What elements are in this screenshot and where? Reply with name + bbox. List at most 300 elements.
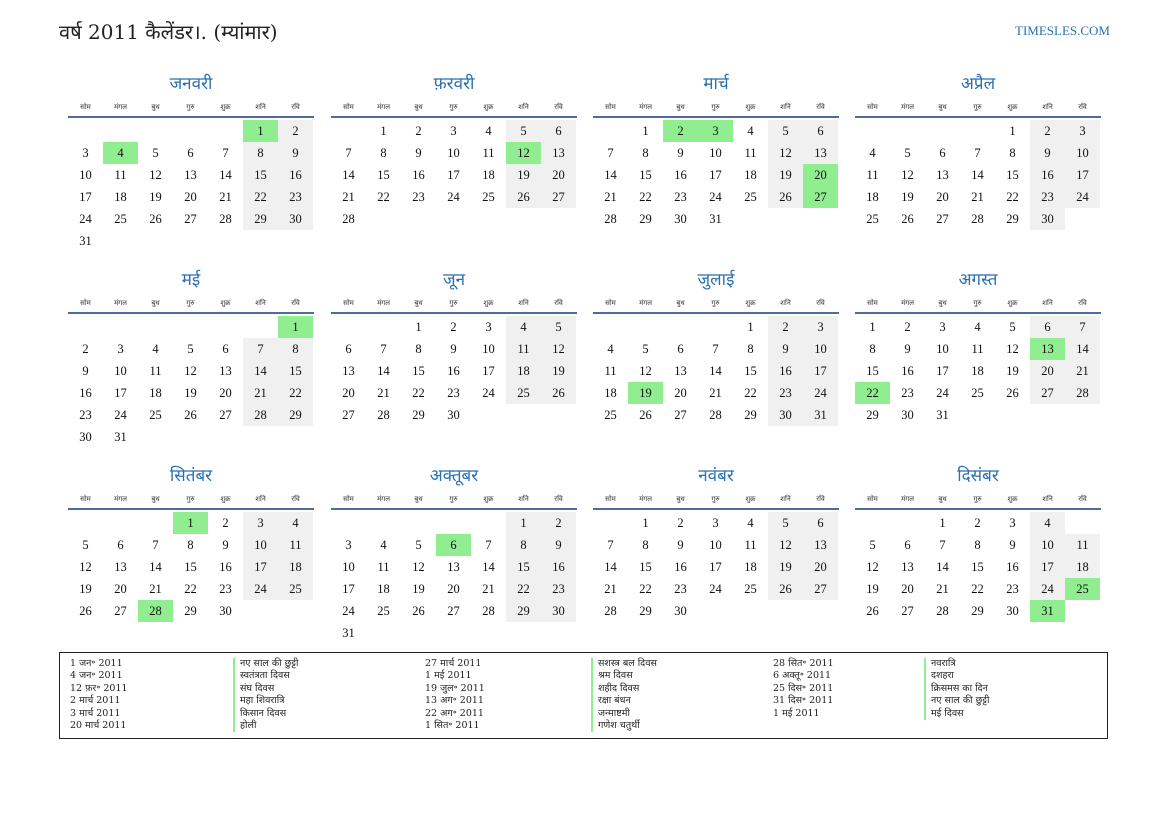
holiday-day[interactable]: 19 xyxy=(628,382,663,404)
day-cell[interactable]: 31 xyxy=(342,626,355,640)
day-cell[interactable]: 17 xyxy=(482,364,495,378)
day-cell[interactable]: 9 xyxy=(82,364,89,378)
day-cell[interactable]: 1 xyxy=(747,320,754,334)
day-cell[interactable]: 26 xyxy=(149,212,162,226)
day-cell[interactable]: 10 xyxy=(803,338,838,360)
day-cell[interactable]: 11 xyxy=(377,560,390,574)
day-cell[interactable]: 8 xyxy=(506,534,541,556)
day-cell[interactable]: 18 xyxy=(377,582,390,596)
day-cell[interactable]: 22 xyxy=(184,582,197,596)
day-cell[interactable]: 10 xyxy=(243,534,278,556)
day-cell[interactable]: 23 xyxy=(447,386,460,400)
day-cell[interactable]: 20 xyxy=(541,164,576,186)
day-cell[interactable]: 12 xyxy=(768,534,803,556)
day-cell[interactable]: 23 xyxy=(1030,186,1065,208)
day-cell[interactable]: 7 xyxy=(1065,316,1100,338)
day-cell[interactable]: 21 xyxy=(936,582,949,596)
holiday-day[interactable]: 3 xyxy=(698,120,733,142)
day-cell[interactable]: 21 xyxy=(377,386,390,400)
day-cell[interactable]: 6 xyxy=(677,342,684,356)
day-cell[interactable]: 8 xyxy=(415,342,422,356)
day-cell[interactable]: 5 xyxy=(768,512,803,534)
day-cell[interactable]: 7 xyxy=(485,538,492,552)
day-cell[interactable]: 20 xyxy=(219,386,232,400)
day-cell[interactable]: 2 xyxy=(677,516,684,530)
day-cell[interactable]: 8 xyxy=(642,538,649,552)
day-cell[interactable]: 17 xyxy=(803,360,838,382)
day-cell[interactable]: 28 xyxy=(1065,382,1100,404)
day-cell[interactable]: 7 xyxy=(243,338,278,360)
day-cell[interactable]: 3 xyxy=(485,320,492,334)
day-cell[interactable]: 21 xyxy=(971,190,984,204)
day-cell[interactable]: 24 xyxy=(482,386,495,400)
day-cell[interactable]: 26 xyxy=(1006,386,1019,400)
day-cell[interactable]: 24 xyxy=(936,386,949,400)
day-cell[interactable]: 11 xyxy=(506,338,541,360)
day-cell[interactable]: 29 xyxy=(639,212,652,226)
day-cell[interactable]: 8 xyxy=(278,338,313,360)
day-cell[interactable]: 28 xyxy=(243,404,278,426)
day-cell[interactable]: 12 xyxy=(79,560,92,574)
holiday-day[interactable]: 1 xyxy=(173,512,208,534)
day-cell[interactable]: 15 xyxy=(278,360,313,382)
day-cell[interactable]: 24 xyxy=(243,578,278,600)
day-cell[interactable]: 20 xyxy=(342,386,355,400)
day-cell[interactable]: 4 xyxy=(278,512,313,534)
day-cell[interactable]: 21 xyxy=(342,190,355,204)
day-cell[interactable]: 22 xyxy=(971,582,984,596)
day-cell[interactable]: 29 xyxy=(744,408,757,422)
day-cell[interactable]: 25 xyxy=(482,190,495,204)
day-cell[interactable]: 27 xyxy=(541,186,576,208)
day-cell[interactable]: 7 xyxy=(222,146,229,160)
day-cell[interactable]: 25 xyxy=(604,408,617,422)
day-cell[interactable]: 23 xyxy=(412,190,425,204)
day-cell[interactable]: 17 xyxy=(1065,164,1100,186)
day-cell[interactable]: 8 xyxy=(243,142,278,164)
day-cell[interactable]: 9 xyxy=(768,338,803,360)
day-cell[interactable]: 18 xyxy=(866,190,879,204)
day-cell[interactable]: 25 xyxy=(971,386,984,400)
day-cell[interactable]: 18 xyxy=(114,190,127,204)
day-cell[interactable]: 11 xyxy=(744,146,757,160)
day-cell[interactable]: 13 xyxy=(114,560,127,574)
day-cell[interactable]: 1 xyxy=(642,516,649,530)
day-cell[interactable]: 10 xyxy=(709,538,722,552)
day-cell[interactable]: 8 xyxy=(380,146,387,160)
day-cell[interactable]: 11 xyxy=(604,364,617,378)
day-cell[interactable]: 29 xyxy=(971,604,984,618)
day-cell[interactable]: 12 xyxy=(1006,342,1019,356)
day-cell[interactable]: 24 xyxy=(1065,186,1100,208)
day-cell[interactable]: 10 xyxy=(709,146,722,160)
day-cell[interactable]: 10 xyxy=(79,168,92,182)
day-cell[interactable]: 5 xyxy=(415,538,422,552)
day-cell[interactable]: 30 xyxy=(901,408,914,422)
day-cell[interactable]: 14 xyxy=(1065,338,1100,360)
day-cell[interactable]: 4 xyxy=(506,316,541,338)
day-cell[interactable]: 22 xyxy=(278,382,313,404)
day-cell[interactable]: 5 xyxy=(904,146,911,160)
day-cell[interactable]: 3 xyxy=(450,124,457,138)
day-cell[interactable]: 27 xyxy=(901,604,914,618)
day-cell[interactable]: 16 xyxy=(674,168,687,182)
day-cell[interactable]: 5 xyxy=(82,538,89,552)
day-cell[interactable]: 31 xyxy=(114,430,127,444)
day-cell[interactable]: 19 xyxy=(866,582,879,596)
day-cell[interactable]: 16 xyxy=(447,364,460,378)
day-cell[interactable]: 20 xyxy=(184,190,197,204)
day-cell[interactable]: 22 xyxy=(243,186,278,208)
day-cell[interactable]: 6 xyxy=(803,120,838,142)
day-cell[interactable]: 15 xyxy=(639,560,652,574)
day-cell[interactable]: 14 xyxy=(243,360,278,382)
day-cell[interactable]: 5 xyxy=(1009,320,1016,334)
day-cell[interactable]: 29 xyxy=(506,600,541,622)
day-cell[interactable]: 19 xyxy=(901,190,914,204)
site-link[interactable]: TIMESLES.COM xyxy=(1015,23,1110,38)
day-cell[interactable]: 20 xyxy=(674,386,687,400)
day-cell[interactable]: 2 xyxy=(768,316,803,338)
day-cell[interactable]: 17 xyxy=(709,168,722,182)
day-cell[interactable]: 5 xyxy=(506,120,541,142)
day-cell[interactable]: 28 xyxy=(709,408,722,422)
day-cell[interactable]: 15 xyxy=(1006,168,1019,182)
day-cell[interactable]: 11 xyxy=(149,364,162,378)
holiday-day[interactable]: 2 xyxy=(663,120,698,142)
day-cell[interactable]: 31 xyxy=(936,408,949,422)
day-cell[interactable]: 13 xyxy=(901,560,914,574)
day-cell[interactable]: 19 xyxy=(1006,364,1019,378)
day-cell[interactable]: 1 xyxy=(506,512,541,534)
day-cell[interactable]: 22 xyxy=(639,582,652,596)
day-cell[interactable]: 24 xyxy=(447,190,460,204)
day-cell[interactable]: 14 xyxy=(342,168,355,182)
day-cell[interactable]: 24 xyxy=(342,604,355,618)
day-cell[interactable]: 4 xyxy=(485,124,492,138)
day-cell[interactable]: 23 xyxy=(79,408,92,422)
day-cell[interactable]: 30 xyxy=(278,208,313,230)
day-cell[interactable]: 3 xyxy=(1065,120,1100,142)
day-cell[interactable]: 17 xyxy=(243,556,278,578)
day-cell[interactable]: 9 xyxy=(1030,142,1065,164)
day-cell[interactable]: 16 xyxy=(79,386,92,400)
day-cell[interactable]: 15 xyxy=(639,168,652,182)
day-cell[interactable]: 7 xyxy=(712,342,719,356)
day-cell[interactable]: 25 xyxy=(114,212,127,226)
day-cell[interactable]: 4 xyxy=(747,124,754,138)
holiday-day[interactable]: 4 xyxy=(103,142,138,164)
day-cell[interactable]: 14 xyxy=(936,560,949,574)
day-cell[interactable]: 14 xyxy=(971,168,984,182)
day-cell[interactable]: 19 xyxy=(184,386,197,400)
day-cell[interactable]: 1 xyxy=(380,124,387,138)
day-cell[interactable]: 29 xyxy=(243,208,278,230)
day-cell[interactable]: 13 xyxy=(936,168,949,182)
day-cell[interactable]: 1 xyxy=(1009,124,1016,138)
day-cell[interactable]: 15 xyxy=(243,164,278,186)
day-cell[interactable]: 4 xyxy=(747,516,754,530)
day-cell[interactable]: 20 xyxy=(447,582,460,596)
day-cell[interactable]: 26 xyxy=(901,212,914,226)
holiday-day[interactable]: 22 xyxy=(855,382,890,404)
day-cell[interactable]: 26 xyxy=(506,186,541,208)
day-cell[interactable]: 26 xyxy=(768,578,803,600)
day-cell[interactable]: 16 xyxy=(219,560,232,574)
day-cell[interactable]: 21 xyxy=(604,190,617,204)
day-cell[interactable]: 19 xyxy=(768,164,803,186)
day-cell[interactable]: 29 xyxy=(184,604,197,618)
day-cell[interactable]: 23 xyxy=(541,578,576,600)
day-cell[interactable]: 30 xyxy=(79,430,92,444)
day-cell[interactable]: 3 xyxy=(803,316,838,338)
day-cell[interactable]: 29 xyxy=(639,604,652,618)
day-cell[interactable]: 1 xyxy=(415,320,422,334)
holiday-day[interactable]: 13 xyxy=(1030,338,1065,360)
day-cell[interactable]: 9 xyxy=(1009,538,1016,552)
day-cell[interactable]: 9 xyxy=(278,142,313,164)
day-cell[interactable]: 30 xyxy=(1006,604,1019,618)
day-cell[interactable]: 27 xyxy=(674,408,687,422)
day-cell[interactable]: 25 xyxy=(506,382,541,404)
day-cell[interactable]: 18 xyxy=(149,386,162,400)
day-cell[interactable]: 28 xyxy=(971,212,984,226)
day-cell[interactable]: 14 xyxy=(149,560,162,574)
day-cell[interactable]: 28 xyxy=(377,408,390,422)
holiday-day[interactable]: 6 xyxy=(436,534,471,556)
day-cell[interactable]: 1 xyxy=(939,516,946,530)
day-cell[interactable]: 28 xyxy=(604,212,617,226)
day-cell[interactable]: 21 xyxy=(604,582,617,596)
day-cell[interactable]: 22 xyxy=(506,578,541,600)
day-cell[interactable]: 30 xyxy=(768,404,803,426)
day-cell[interactable]: 15 xyxy=(744,364,757,378)
day-cell[interactable]: 22 xyxy=(1006,190,1019,204)
day-cell[interactable]: 7 xyxy=(607,146,614,160)
day-cell[interactable]: 5 xyxy=(768,120,803,142)
day-cell[interactable]: 24 xyxy=(803,382,838,404)
day-cell[interactable]: 27 xyxy=(447,604,460,618)
day-cell[interactable]: 1 xyxy=(642,124,649,138)
holiday-day[interactable]: 1 xyxy=(278,316,313,338)
day-cell[interactable]: 6 xyxy=(939,146,946,160)
day-cell[interactable]: 25 xyxy=(744,582,757,596)
day-cell[interactable]: 27 xyxy=(342,408,355,422)
day-cell[interactable]: 18 xyxy=(604,386,617,400)
day-cell[interactable]: 27 xyxy=(184,212,197,226)
day-cell[interactable]: 9 xyxy=(222,538,229,552)
day-cell[interactable]: 4 xyxy=(607,342,614,356)
day-cell[interactable]: 25 xyxy=(149,408,162,422)
day-cell[interactable]: 3 xyxy=(82,146,89,160)
day-cell[interactable]: 12 xyxy=(768,142,803,164)
day-cell[interactable]: 8 xyxy=(974,538,981,552)
day-cell[interactable]: 2 xyxy=(450,320,457,334)
day-cell[interactable]: 28 xyxy=(482,604,495,618)
day-cell[interactable]: 3 xyxy=(1009,516,1016,530)
day-cell[interactable]: 19 xyxy=(149,190,162,204)
day-cell[interactable]: 23 xyxy=(674,190,687,204)
day-cell[interactable]: 29 xyxy=(412,408,425,422)
day-cell[interactable]: 18 xyxy=(1065,556,1100,578)
day-cell[interactable]: 21 xyxy=(482,582,495,596)
day-cell[interactable]: 5 xyxy=(187,342,194,356)
day-cell[interactable]: 12 xyxy=(412,560,425,574)
day-cell[interactable]: 18 xyxy=(744,168,757,182)
day-cell[interactable]: 23 xyxy=(674,582,687,596)
day-cell[interactable]: 20 xyxy=(936,190,949,204)
day-cell[interactable]: 20 xyxy=(803,556,838,578)
day-cell[interactable]: 11 xyxy=(1065,534,1100,556)
day-cell[interactable]: 6 xyxy=(187,146,194,160)
day-cell[interactable]: 11 xyxy=(744,538,757,552)
day-cell[interactable]: 23 xyxy=(219,582,232,596)
day-cell[interactable]: 11 xyxy=(278,534,313,556)
day-cell[interactable]: 26 xyxy=(639,408,652,422)
day-cell[interactable]: 31 xyxy=(803,404,838,426)
day-cell[interactable]: 30 xyxy=(674,212,687,226)
day-cell[interactable]: 27 xyxy=(114,604,127,618)
holiday-day[interactable]: 25 xyxy=(1065,578,1100,600)
day-cell[interactable]: 28 xyxy=(604,604,617,618)
day-cell[interactable]: 14 xyxy=(604,560,617,574)
day-cell[interactable]: 30 xyxy=(219,604,232,618)
holiday-day[interactable]: 12 xyxy=(506,142,541,164)
day-cell[interactable]: 27 xyxy=(219,408,232,422)
day-cell[interactable]: 21 xyxy=(219,190,232,204)
day-cell[interactable]: 2 xyxy=(415,124,422,138)
day-cell[interactable]: 3 xyxy=(117,342,124,356)
day-cell[interactable]: 16 xyxy=(412,168,425,182)
day-cell[interactable]: 12 xyxy=(866,560,879,574)
day-cell[interactable]: 21 xyxy=(1065,360,1100,382)
day-cell[interactable]: 30 xyxy=(447,408,460,422)
day-cell[interactable]: 24 xyxy=(79,212,92,226)
day-cell[interactable]: 15 xyxy=(412,364,425,378)
day-cell[interactable]: 16 xyxy=(278,164,313,186)
day-cell[interactable]: 9 xyxy=(450,342,457,356)
day-cell[interactable]: 20 xyxy=(901,582,914,596)
day-cell[interactable]: 26 xyxy=(541,382,576,404)
day-cell[interactable]: 22 xyxy=(744,386,757,400)
day-cell[interactable]: 19 xyxy=(79,582,92,596)
day-cell[interactable]: 2 xyxy=(1030,120,1065,142)
day-cell[interactable]: 15 xyxy=(184,560,197,574)
day-cell[interactable]: 4 xyxy=(380,538,387,552)
day-cell[interactable]: 28 xyxy=(219,212,232,226)
day-cell[interactable]: 11 xyxy=(866,168,879,182)
day-cell[interactable]: 3 xyxy=(243,512,278,534)
day-cell[interactable]: 18 xyxy=(278,556,313,578)
day-cell[interactable]: 23 xyxy=(901,386,914,400)
day-cell[interactable]: 7 xyxy=(380,342,387,356)
day-cell[interactable]: 6 xyxy=(345,342,352,356)
day-cell[interactable]: 28 xyxy=(936,604,949,618)
day-cell[interactable]: 16 xyxy=(901,364,914,378)
day-cell[interactable]: 19 xyxy=(506,164,541,186)
day-cell[interactable]: 25 xyxy=(866,212,879,226)
day-cell[interactable]: 30 xyxy=(674,604,687,618)
holiday-day[interactable]: 20 xyxy=(803,164,838,186)
day-cell[interactable]: 30 xyxy=(541,600,576,622)
day-cell[interactable]: 10 xyxy=(342,560,355,574)
day-cell[interactable]: 8 xyxy=(642,146,649,160)
day-cell[interactable]: 8 xyxy=(187,538,194,552)
day-cell[interactable]: 11 xyxy=(482,146,495,160)
day-cell[interactable]: 27 xyxy=(1030,382,1065,404)
day-cell[interactable]: 7 xyxy=(607,538,614,552)
day-cell[interactable]: 17 xyxy=(1030,556,1065,578)
day-cell[interactable]: 6 xyxy=(904,538,911,552)
day-cell[interactable]: 25 xyxy=(744,190,757,204)
day-cell[interactable]: 2 xyxy=(82,342,89,356)
day-cell[interactable]: 27 xyxy=(936,212,949,226)
day-cell[interactable]: 12 xyxy=(149,168,162,182)
day-cell[interactable]: 21 xyxy=(709,386,722,400)
day-cell[interactable]: 12 xyxy=(901,168,914,182)
day-cell[interactable]: 18 xyxy=(482,168,495,182)
day-cell[interactable]: 15 xyxy=(866,364,879,378)
day-cell[interactable]: 28 xyxy=(342,212,355,226)
day-cell[interactable]: 9 xyxy=(904,342,911,356)
day-cell[interactable]: 3 xyxy=(939,320,946,334)
day-cell[interactable]: 10 xyxy=(482,342,495,356)
day-cell[interactable]: 23 xyxy=(1006,582,1019,596)
day-cell[interactable]: 14 xyxy=(219,168,232,182)
day-cell[interactable]: 10 xyxy=(1030,534,1065,556)
day-cell[interactable]: 17 xyxy=(709,560,722,574)
day-cell[interactable]: 26 xyxy=(79,604,92,618)
day-cell[interactable]: 13 xyxy=(219,364,232,378)
day-cell[interactable]: 17 xyxy=(342,582,355,596)
day-cell[interactable]: 9 xyxy=(677,146,684,160)
day-cell[interactable]: 27 xyxy=(803,578,838,600)
day-cell[interactable]: 29 xyxy=(1006,212,1019,226)
holiday-day[interactable]: 27 xyxy=(803,186,838,208)
day-cell[interactable]: 6 xyxy=(803,512,838,534)
day-cell[interactable]: 17 xyxy=(936,364,949,378)
day-cell[interactable]: 24 xyxy=(709,190,722,204)
day-cell[interactable]: 7 xyxy=(939,538,946,552)
day-cell[interactable]: 12 xyxy=(639,364,652,378)
day-cell[interactable]: 8 xyxy=(747,342,754,356)
day-cell[interactable]: 26 xyxy=(866,604,879,618)
day-cell[interactable]: 18 xyxy=(971,364,984,378)
day-cell[interactable]: 2 xyxy=(974,516,981,530)
day-cell[interactable]: 5 xyxy=(541,316,576,338)
day-cell[interactable]: 15 xyxy=(377,168,390,182)
day-cell[interactable]: 17 xyxy=(114,386,127,400)
day-cell[interactable]: 22 xyxy=(377,190,390,204)
day-cell[interactable]: 7 xyxy=(152,538,159,552)
day-cell[interactable]: 20 xyxy=(114,582,127,596)
day-cell[interactable]: 3 xyxy=(345,538,352,552)
day-cell[interactable]: 4 xyxy=(869,146,876,160)
day-cell[interactable]: 16 xyxy=(674,560,687,574)
day-cell[interactable]: 26 xyxy=(412,604,425,618)
day-cell[interactable]: 30 xyxy=(1030,208,1065,230)
day-cell[interactable]: 18 xyxy=(506,360,541,382)
day-cell[interactable]: 31 xyxy=(709,212,722,226)
day-cell[interactable]: 7 xyxy=(974,146,981,160)
day-cell[interactable]: 14 xyxy=(377,364,390,378)
day-cell[interactable]: 16 xyxy=(541,556,576,578)
day-cell[interactable]: 12 xyxy=(541,338,576,360)
day-cell[interactable]: 6 xyxy=(1030,316,1065,338)
day-cell[interactable]: 4 xyxy=(974,320,981,334)
day-cell[interactable]: 13 xyxy=(447,560,460,574)
day-cell[interactable]: 2 xyxy=(541,512,576,534)
